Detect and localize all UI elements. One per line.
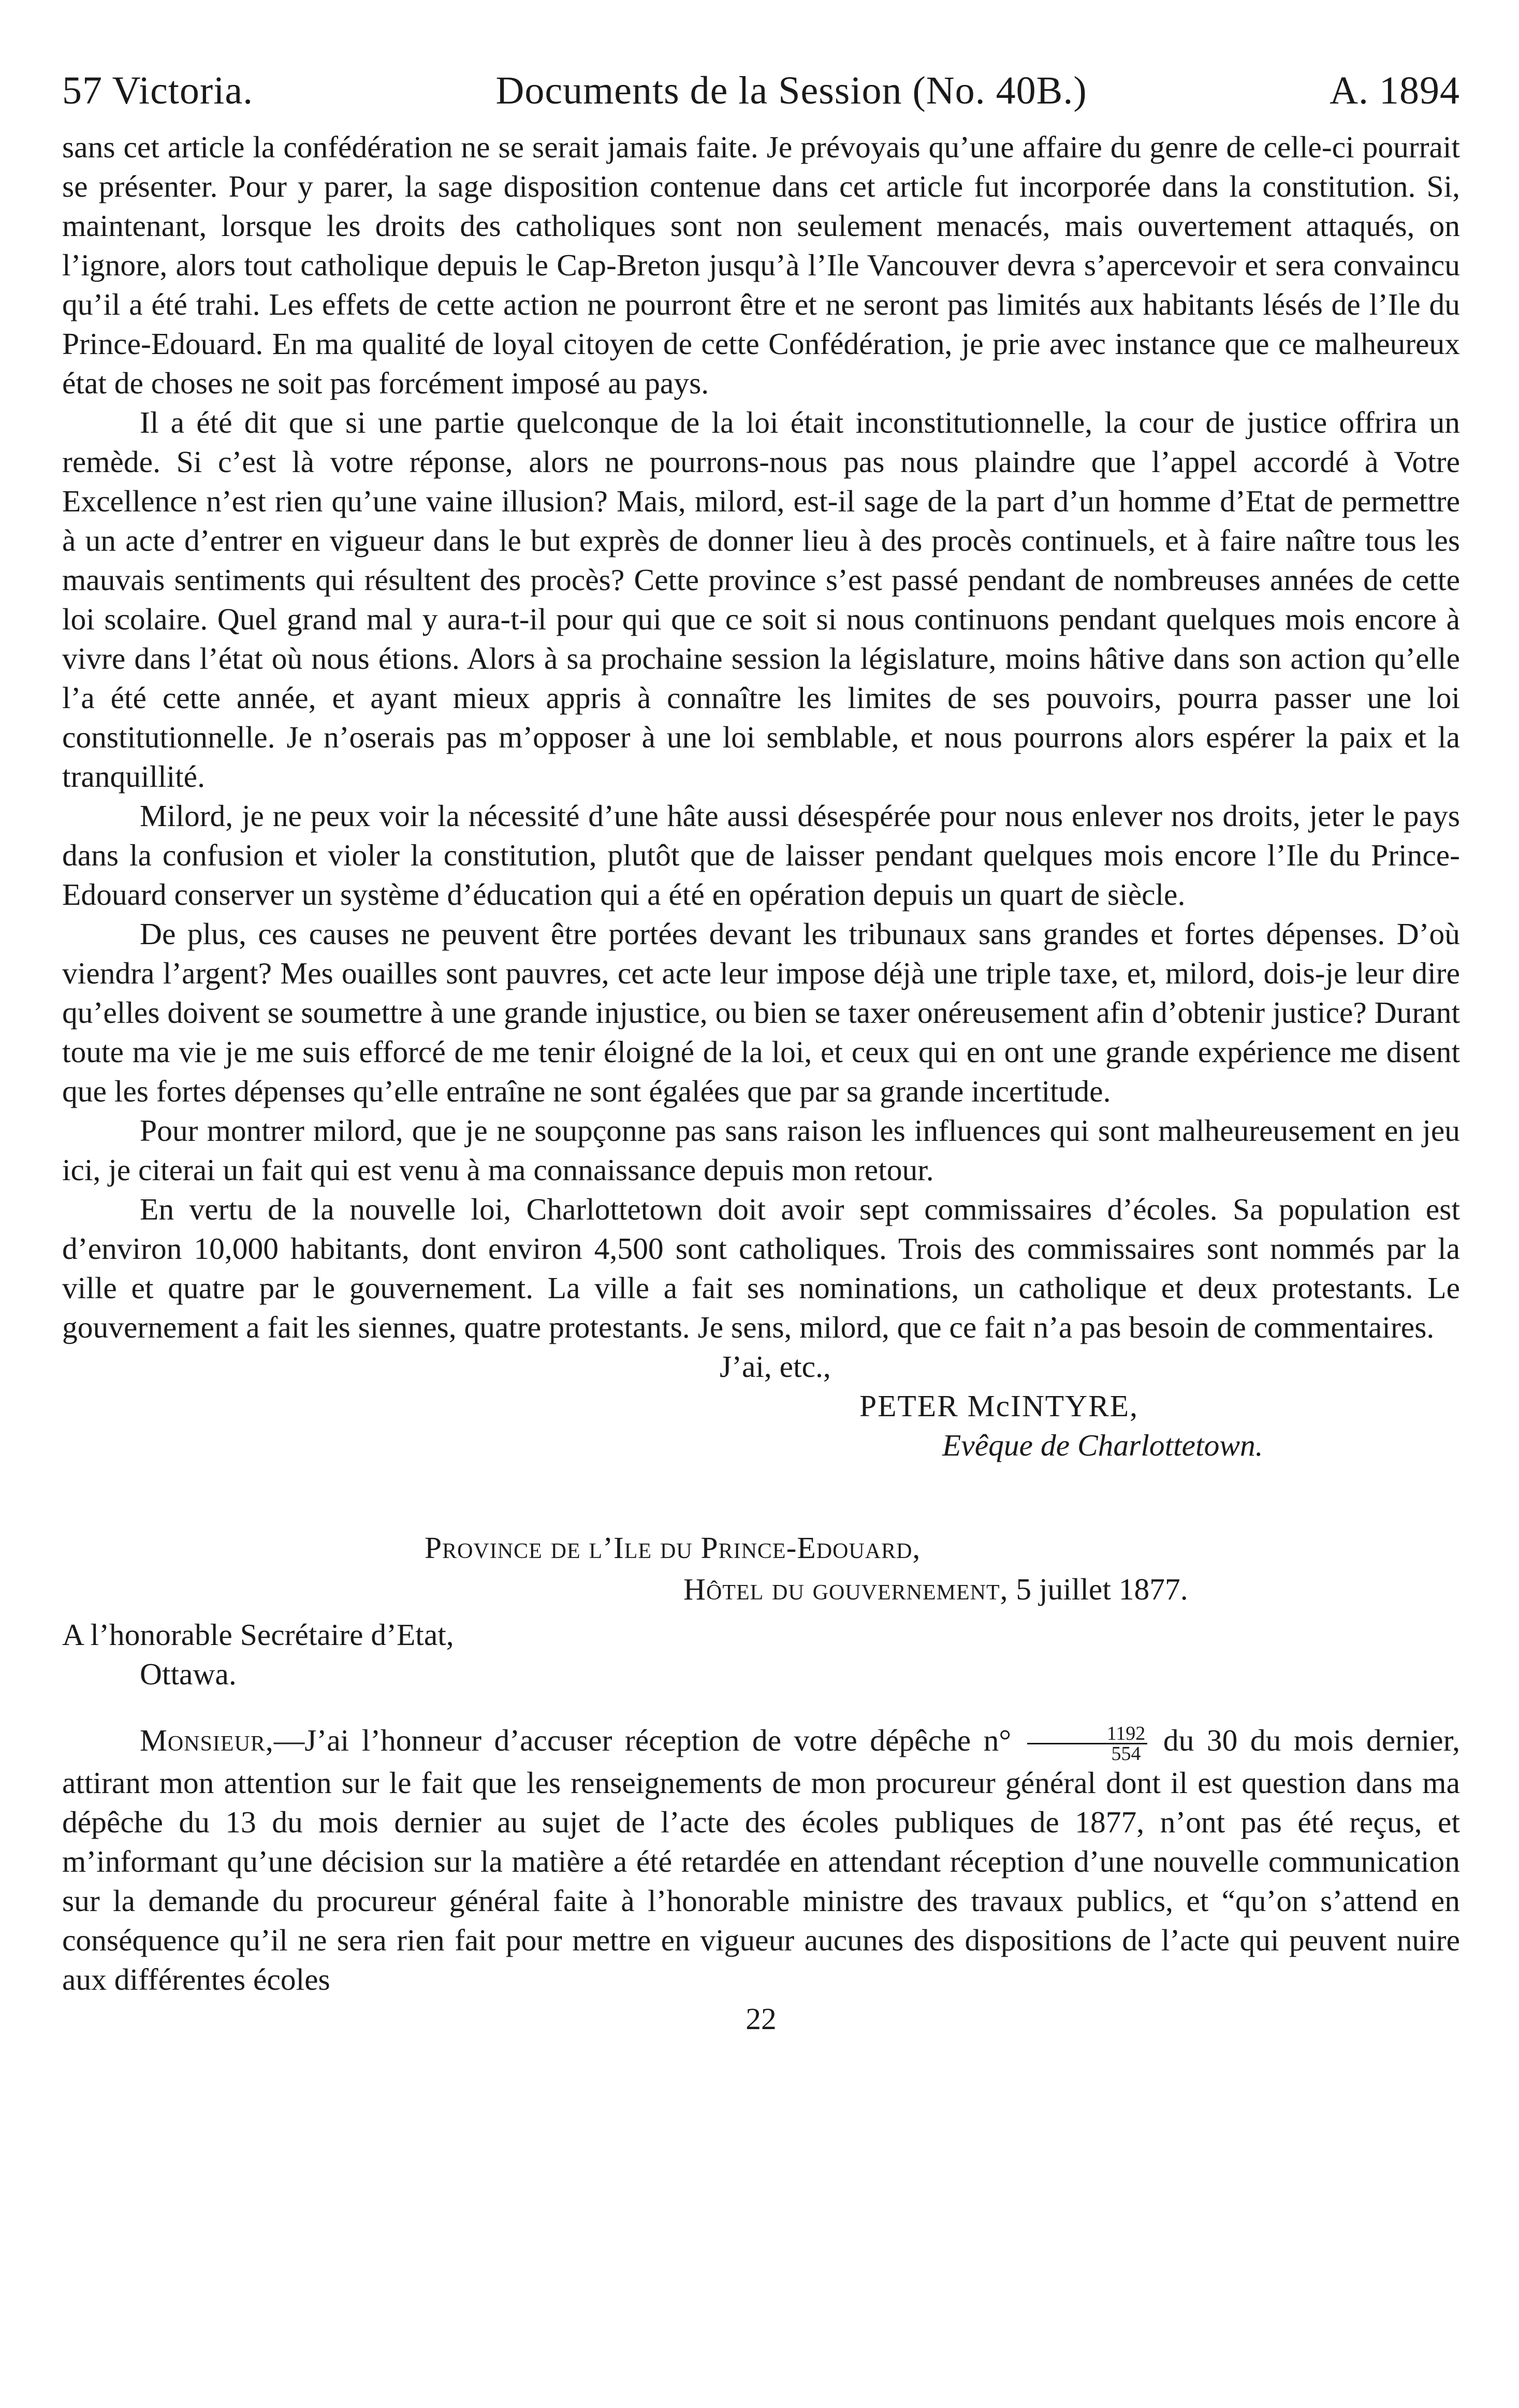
text-before-fraction: —J’ai l’honneur d’accuser réception de votre dépêche n° — [273, 1723, 1012, 1757]
paragraph: En vertu de la nouvelle loi, Charlottetown doit avoir sept commissaires d’écoles. Sa population est d’environ 10,000 habitants, dont environ 4,500 sont catholiques. Trois des commissaires sont nommés par la ville et quatre par le gouvernement. La ville a fait ses nominations, un catholique et deux protestants. Le gouvernement a fait les siennes, quatre protestants. Je sens, milord, que ce fait n’a pas besoin de commentaires. — [62, 1192, 1460, 1344]
addressee-line: A l’honorable Secrétaire d’Etat, — [62, 1618, 454, 1652]
salutation: Monsieur, — [140, 1723, 274, 1757]
signature-title: Evêque de Charlottetown. — [942, 1428, 1263, 1462]
header-regnal-year: 57 Victoria. — [62, 69, 254, 112]
signature-name: PETER McINTYRE, — [859, 1389, 1139, 1423]
signature-closing: J’ai, etc., — [720, 1349, 831, 1384]
paragraph: De plus, ces causes ne peuvent être portées devant les tribunaux sans grandes et fortes dépenses. D’où viendra l’argent? Mes ouailles sont pauvres, cet acte leur impose déjà une triple taxe, et, milord, dois-je leur dire qu’elles doivent se soumettre à une grande injustice, ou bien se taxer onéreusement afin d’obtenir justice? Durant toute ma vie je me suis efforcé de me tenir éloigné de la loi, et ceux qui en ont une grande expérience me disent que les fortes dépenses qu’elle entraîne ne sont égalées que par sa grande incertitude. — [62, 917, 1460, 1108]
header-session-title: Documents de la Session (No. 40B.) — [495, 69, 1087, 112]
addressee-city: Ottawa. — [140, 1657, 237, 1691]
paragraph: Milord, je ne peux voir la nécessité d’une hâte aussi désespérée pour nous enlever nos droits, jeter le pays dans la confusion et violer la constitution, plutôt que de laisser pendant quelques mois encore l’Ile du Prince-Edouard conserver un système d’éducation qui a été en opération depuis un quart de siècle. — [62, 799, 1460, 912]
page-number: 22 — [746, 2001, 777, 2036]
paragraph: Il a été dit que si une partie quelconque de la loi était inconstitutionnelle, la cour de justice offrira un remède. Si c’est là votre réponse, alors ne pourrons-nous pas nous plaindre que l’appel accordé à Votre Excellence n’est rien qu’une vaine illusion? Mais, milord, est-il sage de la part d’un homme d’Etat de permettre à un acte d’entrer en vigueur dans le but exprès de donner lieu à des procès continuels, et à faire naître tous les mauvais sentiments qui résultent des procès? Cette province s’est passé pendant de nombreuses années de cette loi scolaire. Quel grand mal y aura-t-il pour qui que ce soit si nous continuons pendant quelques mois encore à vivre dans l’état où nous étions. Alors à sa prochaine session la législature, moins hâtive dans son action qu’elle l’a été cette année, et ayant mieux appris à connaître les limites de ses pouvoirs, pourra passer une loi constitutionnelle. Je n’oserais pas m’opposer à une loi semblable, et nous pourrons alors espérer la paix et la tranquillité. — [62, 405, 1460, 794]
letter-text — [62, 127, 1460, 1347]
fraction-denominator: 554 — [1111, 1742, 1141, 1765]
heading-province: Province de l’Ile du Prince-Edouard, — [425, 1531, 921, 1565]
dispatch-number-fraction — [1027, 1724, 1148, 1763]
header-year: A. 1894 — [1330, 69, 1460, 112]
heading-date: 5 juillet 1877. — [1016, 1572, 1188, 1606]
document-page — [62, 67, 1460, 2038]
heading-place: Hôtel du gouvernement, — [683, 1572, 1009, 1606]
second-letter-body — [62, 1721, 1460, 1999]
paragraph: Pour montrer milord, que je ne soupçonne pas sans raison les influences qui sont malheureusement en jeu ici, je citerai un fait qui est venu à ma connaissance depuis mon retour. — [62, 1113, 1460, 1187]
paragraph: sans cet article la confédération ne se serait jamais faite. Je prévoyais qu’une affaire du genre de celle-ci pourrait se présenter. Pour y parer, la sage disposition contenue dans cet article fut incorporée dans la constitution. Si, maintenant, lorsque les droits des catholiques sont non seulement menacés, mais ouvertement attaqués, on l’ignore, alors tout catholique depuis le Cap-Breton jusqu’à l’Ile Vancouver devra s’apercevoir et sera convaincu qu’il a été trahi. Les effets de cette action ne pourront être et ne seront pas limités aux habitants lésés de l’Ile du Prince-Edouard. En ma qualité de loyal citoyen de cette Confédération, je prie avec instance que ce malheureux état de choses ne soit pas forcément imposé au pays. — [62, 130, 1460, 400]
paragraph — [62, 1721, 1460, 1999]
running-header — [62, 67, 1460, 114]
signature-block — [62, 1347, 1460, 1465]
fraction-numerator: 1192 — [1027, 1724, 1148, 1744]
addressee — [62, 1615, 1460, 1694]
text-after-fraction: du 30 du mois dernier, attirant mon attention sur le fait que les renseignements de mon procureur général dont il est question dans ma dépêche du 13 du mois dernier au sujet de l’acte des écoles publiques de 1877, n’ont pas été reçus, et m’informant qu’une décision sur la matière a été retardée en attendant réception d’une nouvelle communication sur la demande du procureur général faite à l’honorable ministre des travaux publics, et “qu’on s’attend en conséquence qu’il ne sera rien fait pour mettre en vigueur aucunes des dispositions de l’acte qui peuvent nuire aux différentes écoles — [62, 1723, 1460, 1996]
letter-heading — [62, 1527, 1460, 1610]
heading-place-date — [62, 1568, 1460, 1610]
